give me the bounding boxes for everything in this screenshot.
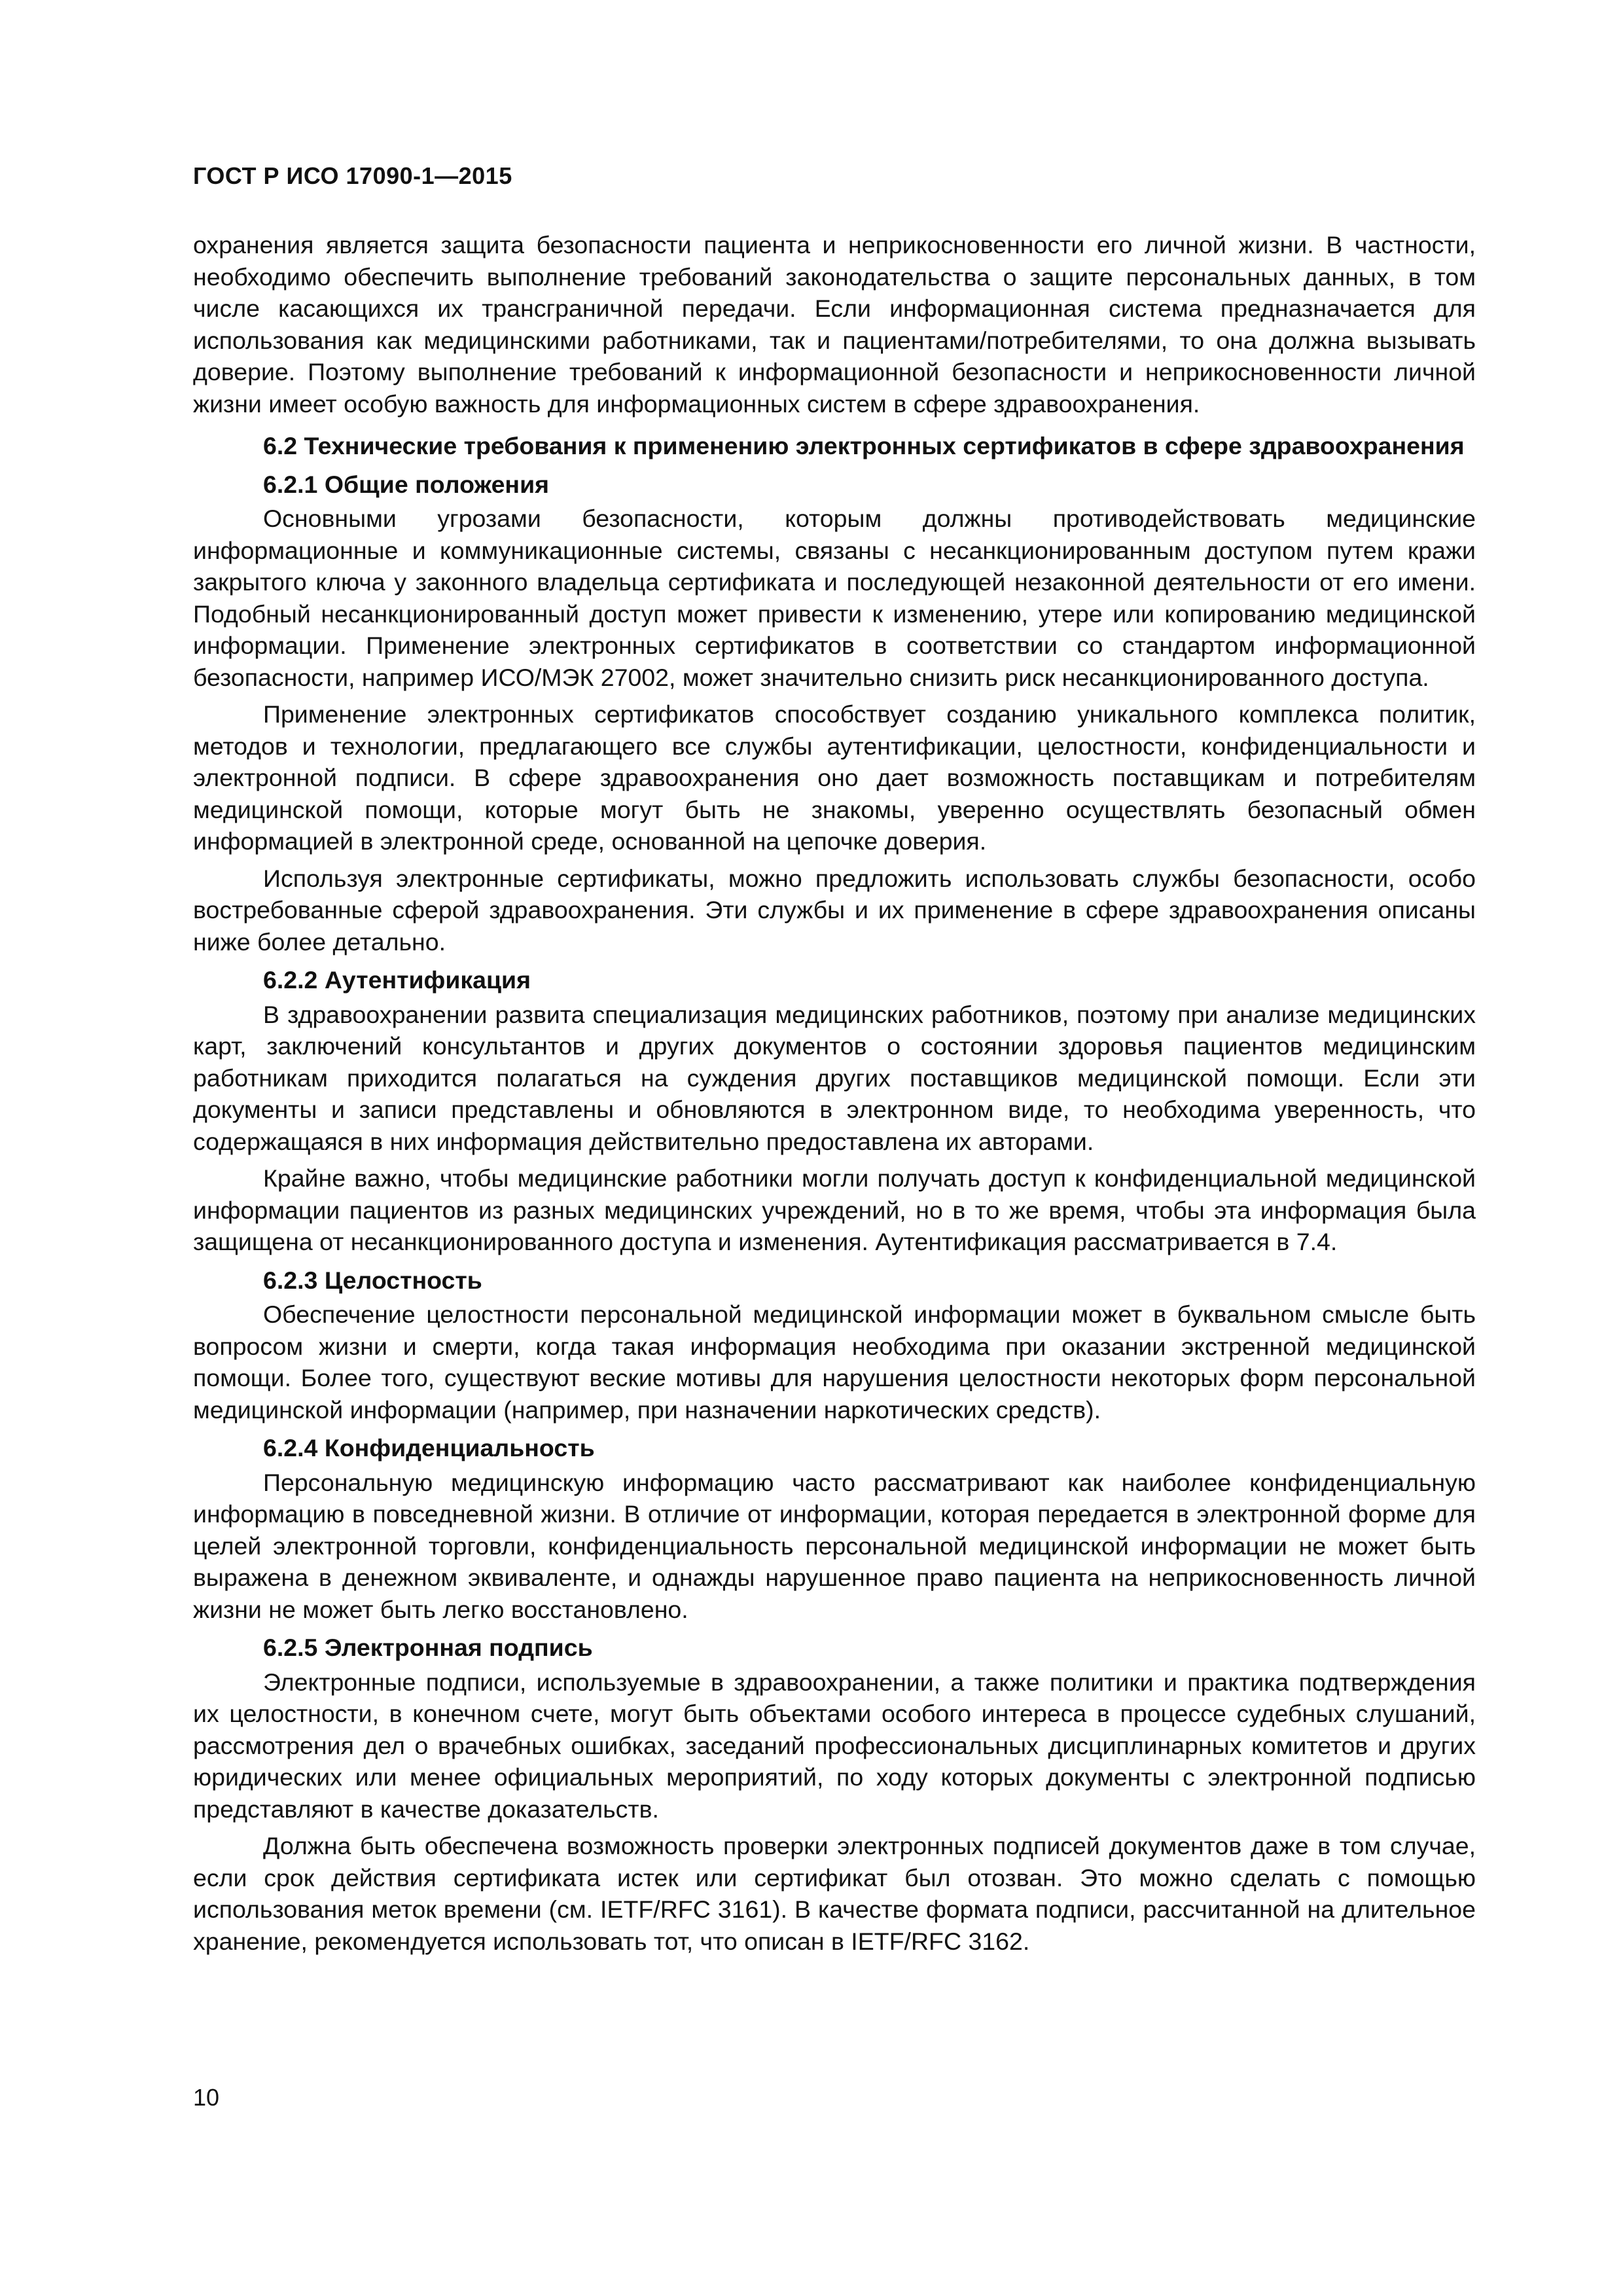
section-6-2-5-heading: 6.2.5 Электронная подпись	[263, 1634, 593, 1661]
section-6-2-5-paragraph: Электронные подписи, используемые в здравоохранении, а также политики и практика подтверждения их целостности, в конечном счете, могут быть объектами особого интереса в процессе судебных слушаний, рассмотрения дел о врачебных ошибках, заседаний профессиональных дисциплинарных комитетов и других юридических или менее официальных мероприятий, по ходу которых документы с электронной подписью представляют в качестве доказательств.	[193, 1668, 1476, 1823]
section-6-2-1-heading: 6.2.1 Общие положения	[263, 470, 550, 498]
section-6-2-3-heading: 6.2.3 Целостность	[263, 1266, 482, 1294]
section-6-2-4-heading: 6.2.4 Конфиденциальность	[263, 1434, 595, 1462]
document-header: ГОСТ Р ИСО 17090-1—2015	[193, 162, 512, 189]
section-6-2-2-paragraph: В здравоохранении развита специализация медицинских работников, поэтому при анализе медицинских карт, заключений консультантов и других документов о состоянии здоровья пациентов медицинским работникам приходится полагаться на суждения других поставщиков медицинской помощи. Если эти документы и записи представлены и обновляются в электронном виде, то необходима уверенность, что содержащаяся в них информация действительно предоставлена их авторами.	[193, 1000, 1476, 1155]
section-6-2-heading: 6.2 Технические требования к применению электронных сертификатов в сфере здравоохранения	[263, 432, 1465, 459]
document-body	[193, 229, 1476, 1962]
section-6-2-5-paragraph: Должна быть обеспечена возможность проверки электронных подписей документов даже в том случае, если срок действия сертификата истек или сертификат был отозван. Это можно сделать с помощью использования меток времени (см. IETF/RFC 3161). В качестве формата подписи, рассчитанной на длительное хранение, рекомендуется использовать тот, что описан в IETF/RFC 3162.	[193, 1832, 1476, 1955]
section-6-2-4-paragraph: Персональную медицинскую информацию часто рассматривают как наиболее конфиденциальную информацию в повседневной жизни. В отличие от информации, которая передается в электронной форме для целей электронной торговли, конфиденциальность персональной медицинской информации не может быть выражена в денежном эквиваленте, и однажды нарушенное право пациента на неприкосновенность личной жизни не может быть легко восстановлено.	[193, 1468, 1476, 1623]
intro-paragraph: охранения является защита безопасности пациента и неприкосновенности его личной жизни. В частности, необходимо обеспечить выполнение требований законодательства о защите персональных данных, в том числе касающихся их трансграничной передачи. Если информационная система предназначается для использования как медицинскими работниками, так и пациентами/потребителями, то она должна вызывать доверие. Поэтому выполнение требований к информационной безопасности и неприкосновенности личной жизни имеет особую важность для информационных систем в сфере здравоохранения.	[193, 231, 1476, 418]
section-6-2-3-paragraph: Обеспечение целостности персональной медицинской информации может в буквальном смысле быть вопросом жизни и смерти, когда такая информация необходима при оказании экстренной медицинской помощи. Более того, существуют веские мотивы для нарушения целостности некоторых форм персональной медицинской информации (например, при назначении наркотических средств).	[193, 1300, 1476, 1424]
section-6-2-2-paragraph: Крайне важно, чтобы медицинские работники могли получать доступ к конфиденциальной медицинской информации пациентов из разных медицинских учреждений, но в то же время, чтобы эта информация была защищена от несанкционированного доступа и изменения. Аутентификация рассматривается в 7.4.	[193, 1164, 1476, 1255]
page-number: 10	[193, 2084, 220, 2111]
section-6-2-1-paragraph: Используя электронные сертификаты, можно предложить использовать службы безопасности, особо востребованные сферой здравоохранения. Эти службы и их применение в сфере здравоохранения описаны ниже более детально.	[193, 864, 1476, 956]
section-6-2-1-paragraph: Применение электронных сертификатов способствует созданию уникального комплекса политик, методов и технологии, предлагающего все службы аутентификации, целостности, конфиденциальности и электронной подписи. В сфере здравоохранения оно дает возможность поставщикам и потребителям медицинской помощи, которые могут быть не знакомы, уверенно осуществлять безопасный обмен информацией в электронной среде, основанной на цепочке доверия.	[193, 700, 1476, 855]
section-6-2-2-heading: 6.2.2 Аутентификация	[263, 966, 531, 994]
section-6-2-1-paragraph: Основными угрозами безопасности, которым должны противодействовать медицинские информационные и коммуникационные системы, связаны с несанкционированным доступом путем кражи закрытого ключа у законного владельца сертификата и последующей незаконной деятельности от его имени. Подобный несанкционированный доступ может привести к изменению, утере или копированию медицинской информации. Применение электронных сертификатов в соответствии со стандартом информационной безопасности, например ИСО/МЭК 27002, может значительно снизить риск несанкционированного доступа.	[193, 505, 1476, 691]
